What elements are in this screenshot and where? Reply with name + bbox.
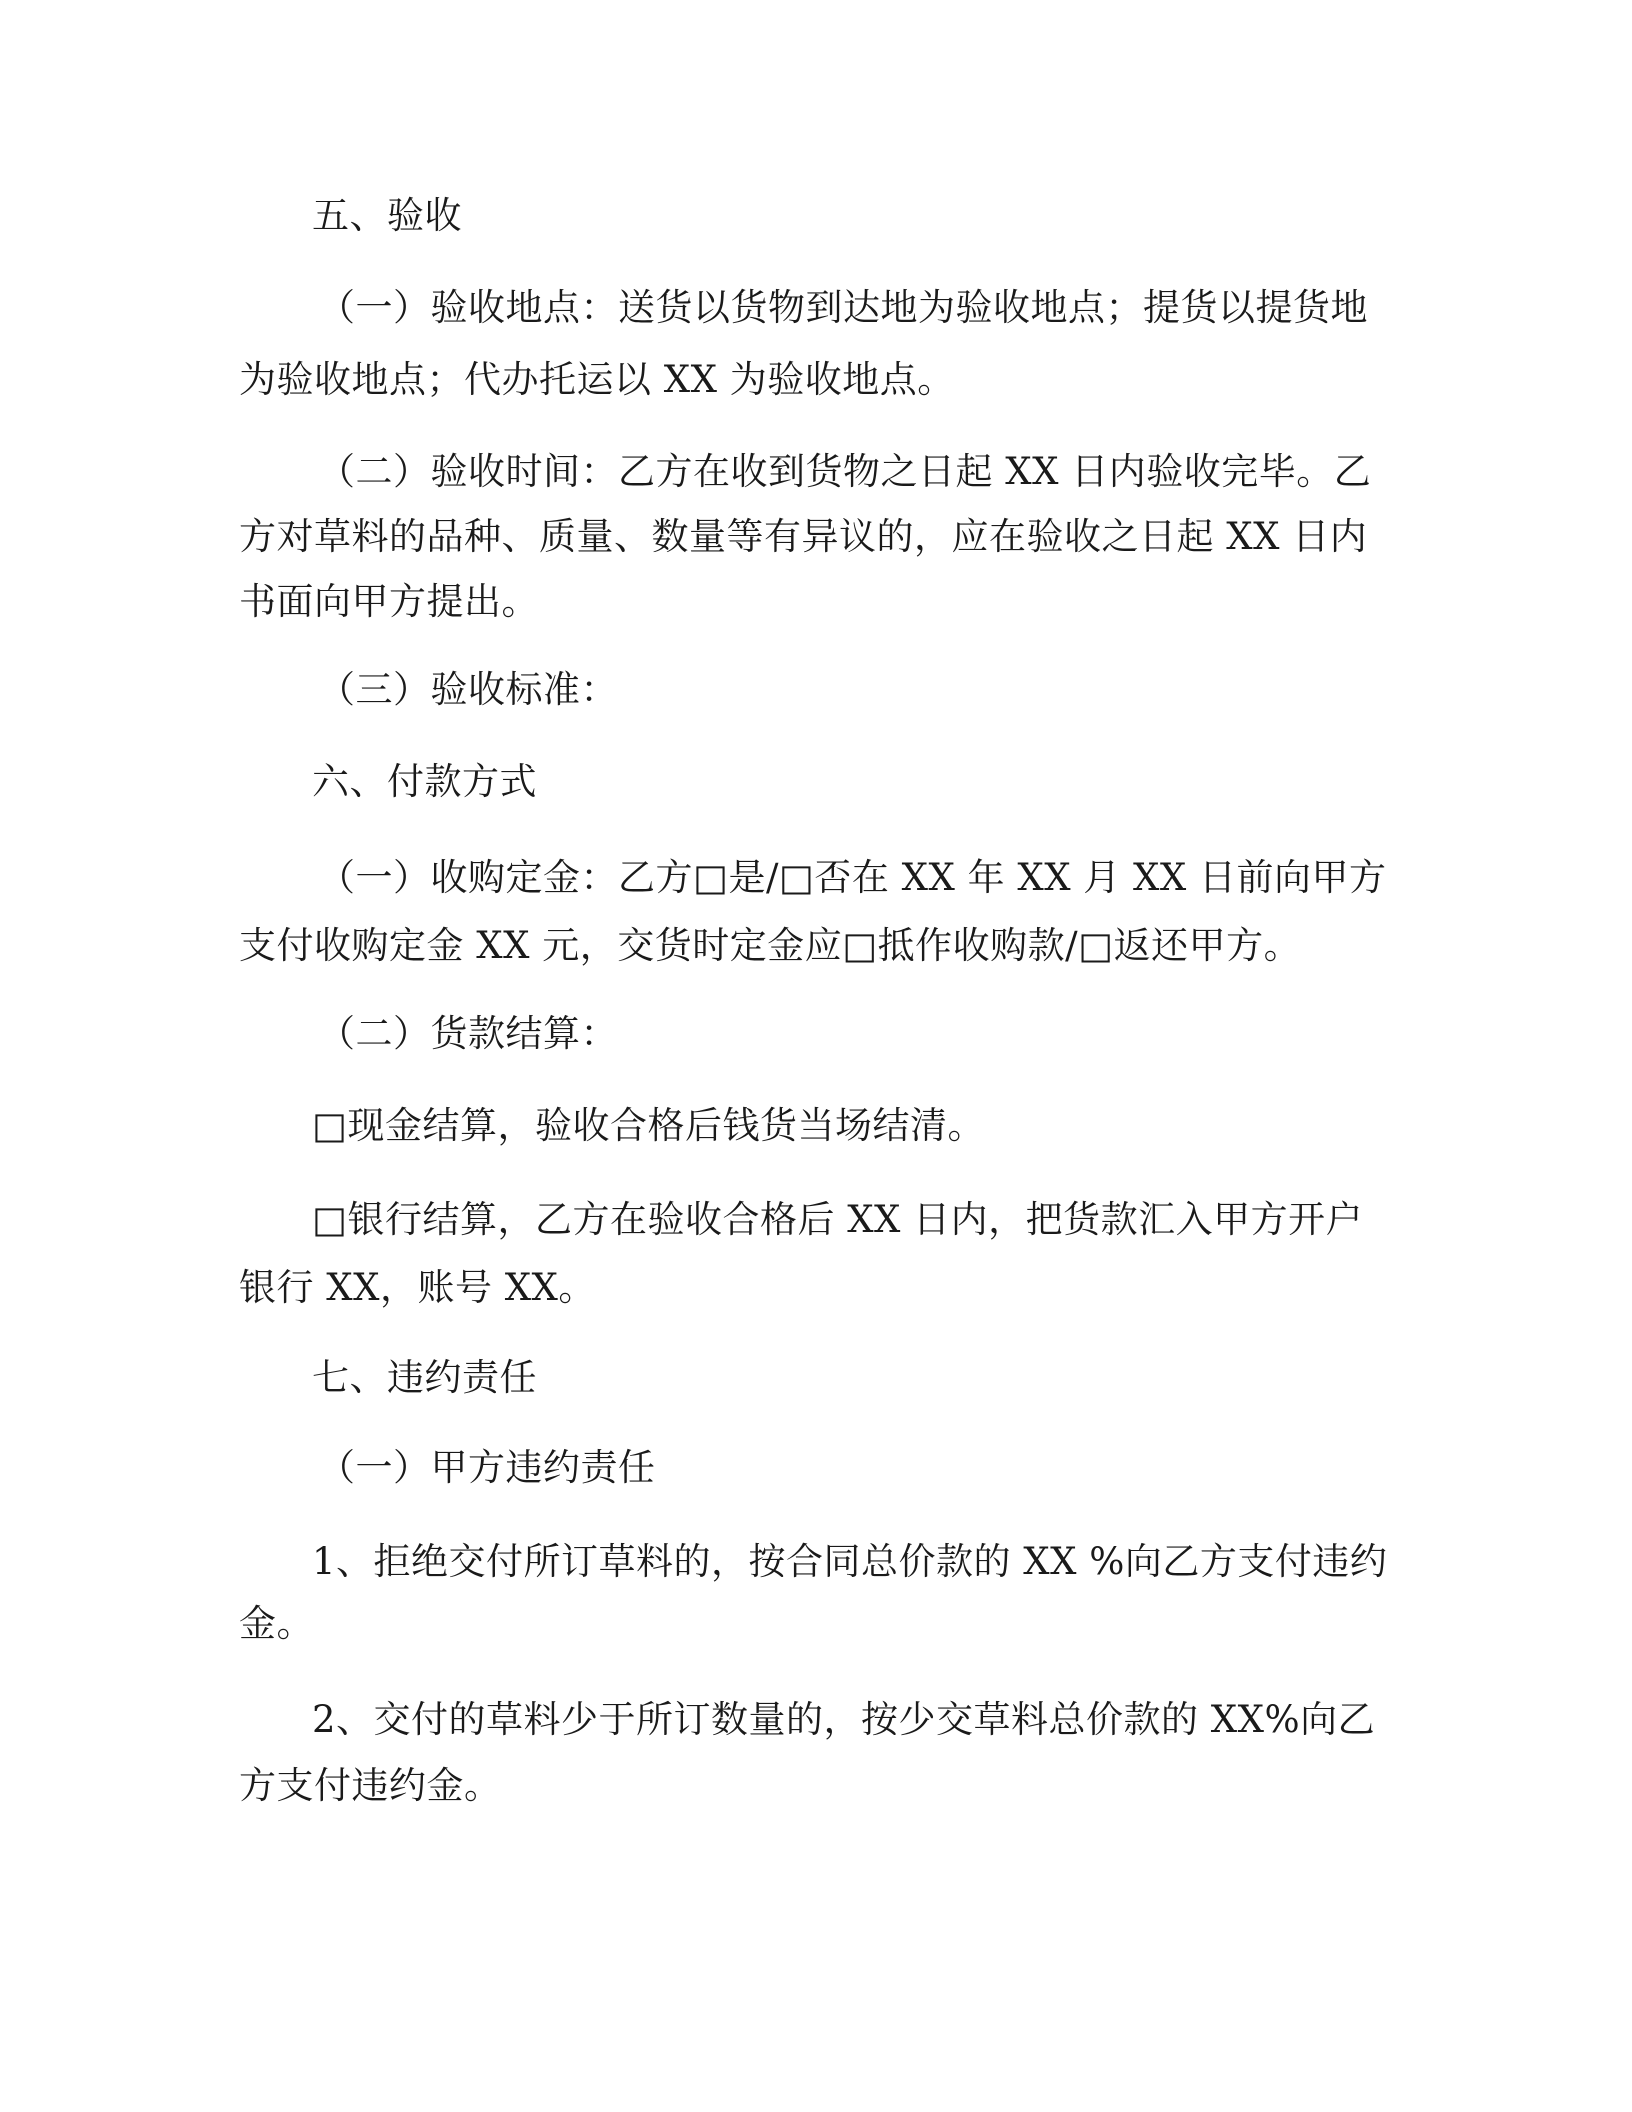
acceptance-standard: （三）验收标准：	[318, 668, 618, 711]
acceptance-location-line2: 为验收地点；代办托运以 XX 为验收地点。	[239, 358, 955, 401]
deposit-line2: 支付收购定金 XX 元，交货时定金应□抵作收购款/□返还甲方。	[239, 924, 1302, 967]
bank-settlement-line2: 银行 XX，账号 XX。	[239, 1266, 596, 1309]
section-heading-payment: 六、付款方式	[312, 760, 537, 803]
acceptance-location-line1: （一）验收地点：送货以货物到达地为验收地点；提货以提货地	[318, 286, 1368, 329]
clause1-line1: 1、拒绝交付所订草料的，按合同总价款的 XX %向乙方支付违约	[312, 1540, 1388, 1583]
section-heading-acceptance: 五、验收	[312, 194, 462, 237]
acceptance-time-line1: （二）验收时间：乙方在收到货物之日起 XX 日内验收完毕。乙	[318, 450, 1372, 493]
acceptance-time-line3: 书面向甲方提出。	[239, 580, 539, 623]
clause2-line2: 方支付违约金。	[239, 1764, 502, 1807]
section-heading-liability: 七、违约责任	[312, 1356, 537, 1399]
acceptance-time-line2: 方对草料的品种、质量、数量等有异议的，应在验收之日起 XX 日内	[239, 515, 1368, 558]
cash-settlement-option: □现金结算，验收合格后钱货当场结清。	[312, 1104, 985, 1147]
settlement-heading: （二）货款结算：	[318, 1012, 618, 1055]
bank-settlement-line1: □银行结算，乙方在验收合格后 XX 日内，把货款汇入甲方开户	[312, 1198, 1364, 1241]
party-a-liability-heading: （一）甲方违约责任	[318, 1446, 656, 1489]
clause1-line2: 金。	[239, 1602, 314, 1645]
deposit-line1: （一）收购定金：乙方□是/□否在 XX 年 XX 月 XX 日前向甲方	[318, 856, 1387, 899]
clause2-line1: 2、交付的草料少于所订数量的，按少交草料总价款的 XX%向乙	[312, 1698, 1376, 1741]
